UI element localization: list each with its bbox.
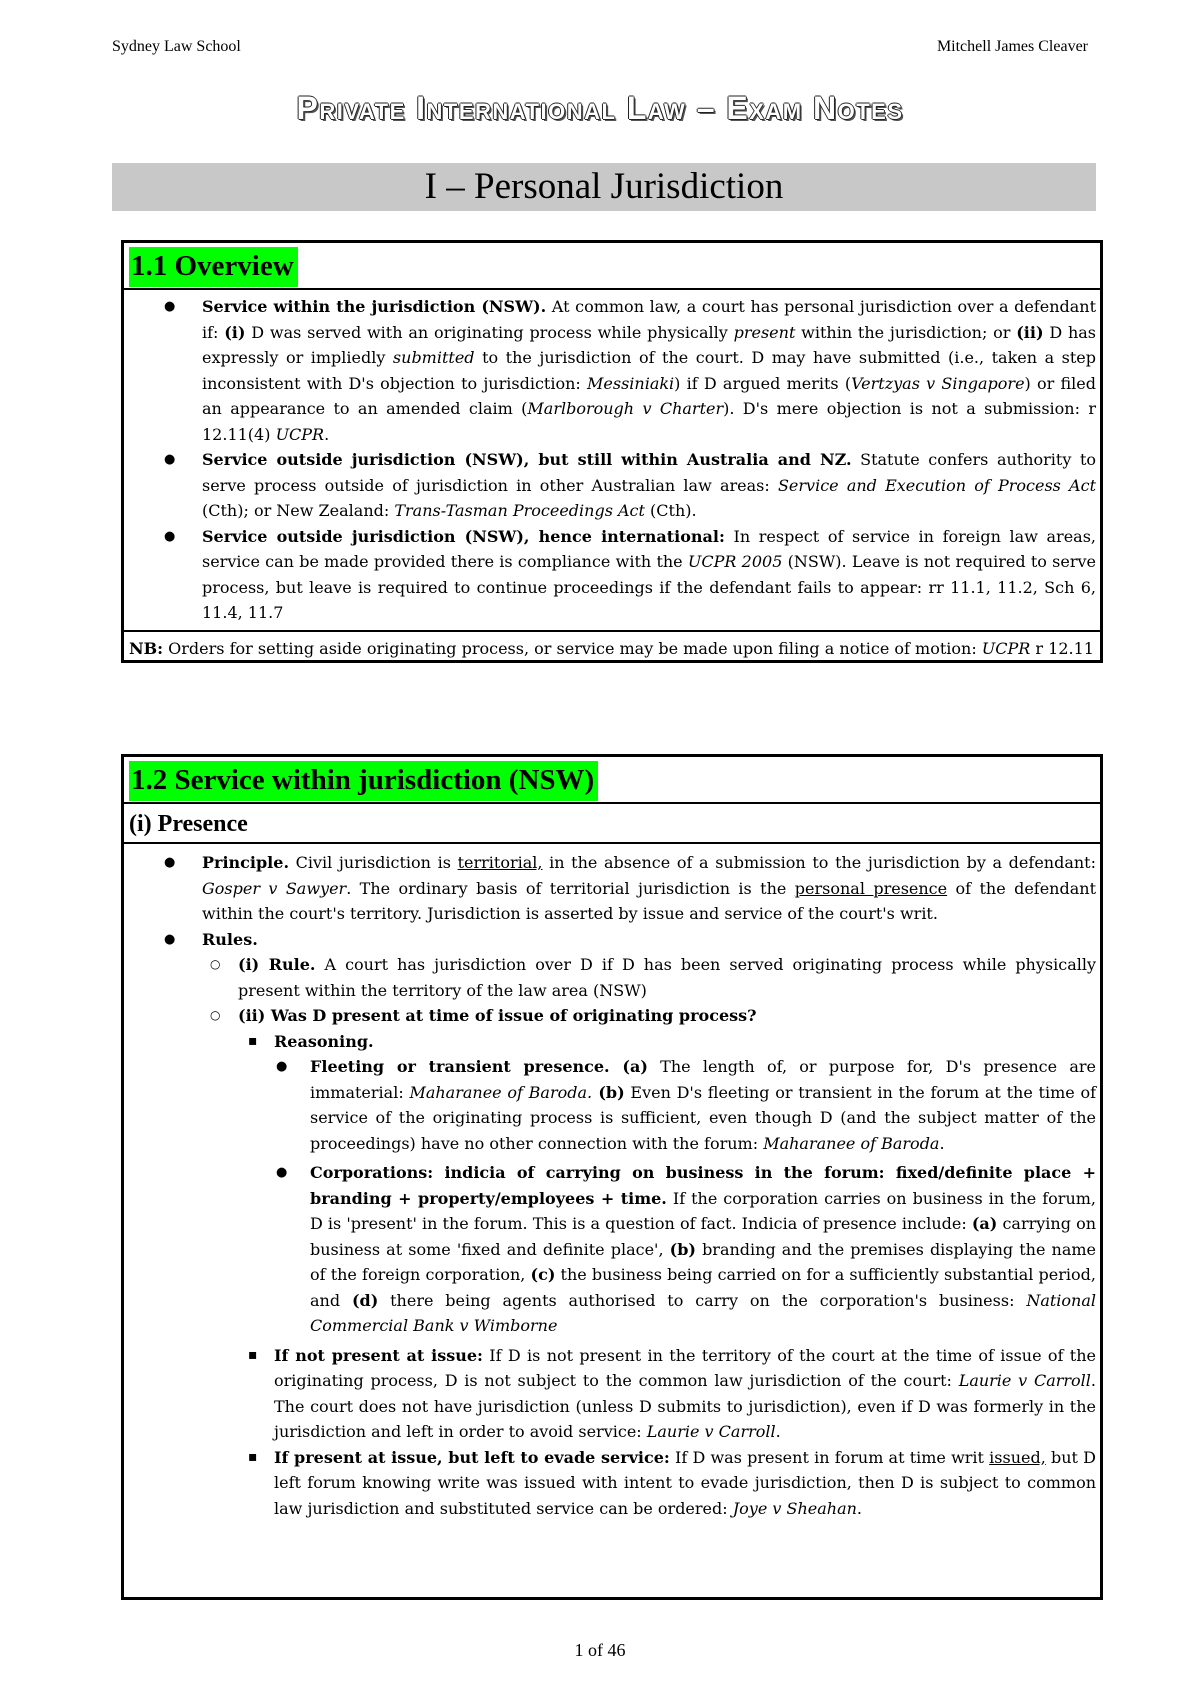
page-number: 1 of 46 <box>574 1640 626 1660</box>
service-heading: 1.2 Service within jurisdiction (NSW) <box>129 761 598 801</box>
overview-box <box>121 240 1103 663</box>
list-item: ● Principle. Civil jurisdiction is territorial, in the absence of a submission to the jurisdiction by a defendant: Gosper v Sawyer. The ordinary basis of territorial jurisdiction is the personal presence of the defendant within the court's territory. Jurisdiction is asserted by issue and service of the court's writ. <box>124 850 1100 927</box>
list-item: ○ (ii) Was D present at time of issue of originating process? <box>124 1003 1100 1029</box>
header-school: Sydney Law School <box>112 38 241 55</box>
list-item: ▪ If present at issue, but left to evade service: If D was present in forum at time writ issued, but D left forum knowing write was issued with intent to evade jurisdiction, then D is subject to common law jurisdiction and substituted service can be ordered: Joye v Sheahan. <box>124 1445 1100 1522</box>
list-item: ● Service outside jurisdiction (NSW), hence international: In respect of service in foreign law areas, service can be made provided there is compliance with the UCPR 2005 (NSW). Leave is not required to serve process, but leave is required to continue proceedings if the defendant fails to appear: rr 11.1, 11.2, Sch 6, 11.4, 11.7 <box>124 524 1100 630</box>
list-item: ○ (i) Rule. A court has jurisdiction over D if D has been served originating process while physically present within the territory of the law area (NSW) <box>124 952 1100 1003</box>
page-header <box>112 38 1088 56</box>
list-item: ● Rules. <box>124 927 1100 953</box>
service-box <box>121 754 1103 1600</box>
overview-heading-row <box>124 243 1100 290</box>
list-item: ● Corporations: indicia of carrying on business in the forum: fixed/definite place + branding + property/employees + time. If the corporation carries on business in the forum, D is 'present' in the forum. This is a question of fact. Indicia of presence include: (a) carrying on business at some 'fixed and definite place', (b) branding and the premises displaying the name of the foreign corporation, (c) the business being carried on for a sufficiently substantial period, and (d) there being agents authorised to carry on the corporation's business: National Commercial Bank v Wimborne <box>124 1160 1100 1339</box>
overview-nb-note: NB: Orders for setting aside originating process, or service may be made upon filing a notice of motion: UCPR r 12.11 <box>124 630 1100 666</box>
list-item: ● Fleeting or transient presence. (a) The length of, or purpose for, D's presence are immaterial: Maharanee of Baroda. (b) Even D's fleeting or transient in the forum at the time of service of the originating process is sufficient, even though D (and the subject matter of the proceedings) have no other connection with the forum: Maharanee of Baroda. <box>124 1054 1100 1156</box>
overview-list <box>124 290 1100 630</box>
list-item: ● Service within the jurisdiction (NSW). At common law, a court has personal jurisdiction over a defendant if: (i) D was served with an originating process while physically present within the jurisdiction; or (ii) D has expressly or impliedly submitted to the jurisdiction of the court. D may have submitted (i.e., taken a step inconsistent with D's objection to jurisdiction: Messiniaki) if D argued merits (Vertzyas v Singapore) or filed an appearance to an amended claim (Marlborough v Charter). D's mere objection is not a submission: r 12.11(4) UCPR. <box>124 294 1100 447</box>
header-author: Mitchell James Cleaver <box>936 38 1088 55</box>
service-list <box>124 844 1100 1521</box>
list-item: ▪ Reasoning. <box>124 1029 1100 1055</box>
document-title: Private International Law – Exam Notes <box>296 90 904 126</box>
chapter-heading: I – Personal Jurisdiction <box>112 163 1096 211</box>
list-item: ▪ If not present at issue: If D is not present in the territory of the court at the time of issue of the originating process, D is not subject to the common law jurisdiction of the court: Laurie v Carroll. The court does not have jurisdiction (unless D submits to jurisdiction), even if D was formerly in the jurisdiction and left in order to avoid service: Laurie v Carroll. <box>124 1343 1100 1445</box>
overview-heading: 1.1 Overview <box>129 247 298 287</box>
service-heading-row <box>124 757 1100 804</box>
list-item: ● Service outside jurisdiction (NSW), but still within Australia and NZ. Statute confers authority to serve process outside of jurisdiction in other Australian law areas: Service and Execution of Process Act (Cth); or New Zealand: Trans-Tasman Proceedings Act (Cth). <box>124 447 1100 524</box>
presence-subheading: (i) Presence <box>124 804 1100 844</box>
